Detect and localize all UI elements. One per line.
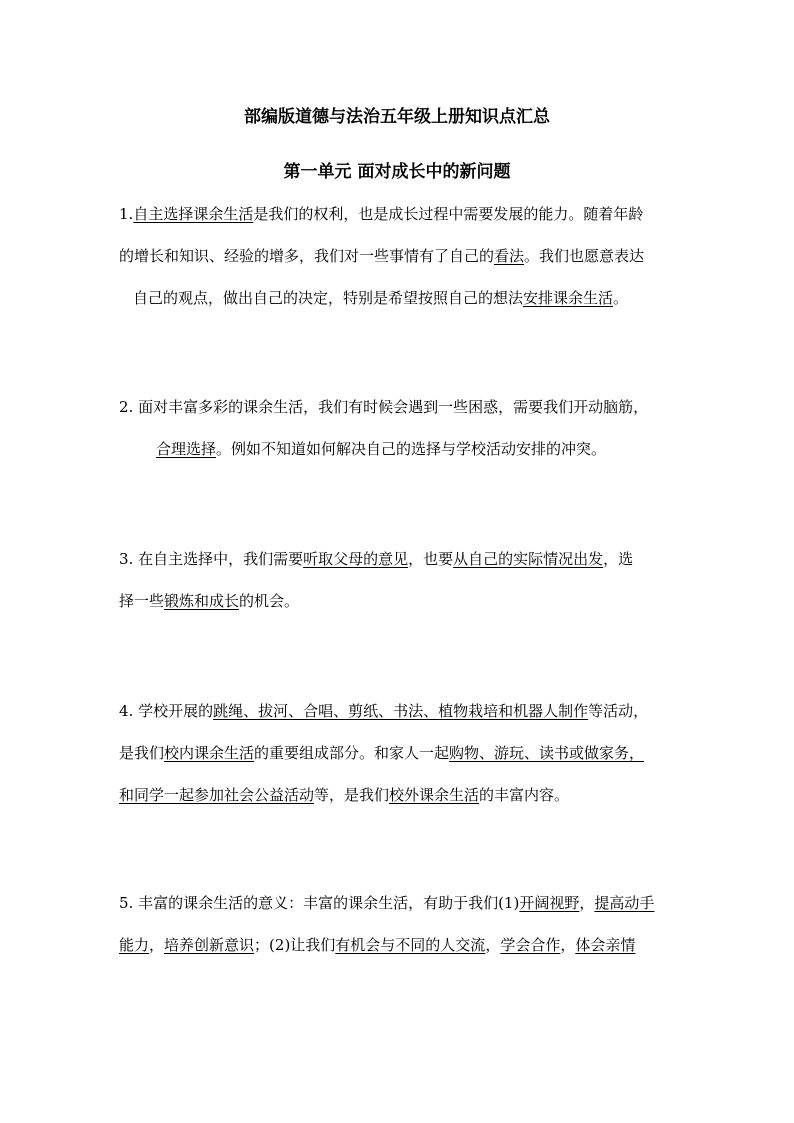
underlined-keyword: 安排课余生活 <box>523 289 614 307</box>
text-segment: ， <box>149 936 165 954</box>
paragraph-line <box>119 204 643 224</box>
text-segment: ， <box>560 936 576 954</box>
paragraph-line <box>119 549 633 569</box>
underlined-keyword: 体会亲情 <box>575 936 636 954</box>
text-segment: 1. <box>119 205 134 223</box>
text-segment: 3. 在自主选择中，我们需要 <box>119 550 304 568</box>
text-segment: ，也要 <box>408 550 454 568</box>
underlined-keyword: 提高动手 <box>594 894 655 912</box>
text-segment: ；(2)让我们 <box>254 936 336 954</box>
text-segment: 的增长和知识、经验的增多，我们对一些事情有了自己的 <box>119 247 495 265</box>
text-segment: 的丰富内容。 <box>479 786 570 804</box>
underlined-keyword: 看法 <box>494 247 525 265</box>
paragraph-line <box>119 397 648 417</box>
underlined-keyword: 开阔视野 <box>519 894 580 912</box>
underlined-keyword: 有机会与不同的人交流 <box>335 936 486 954</box>
paragraph-line <box>119 701 648 721</box>
paragraph-line <box>119 743 644 763</box>
text-segment: ， <box>579 894 595 912</box>
document-title: 部编版道德与法治五年级上册知识点汇总 <box>244 107 550 127</box>
paragraph-line <box>119 893 654 913</box>
paragraph-line <box>119 591 299 611</box>
underlined-keyword: 合理选择 <box>156 440 217 458</box>
underlined-keyword: 跳绳、拔河、合唱、剪纸、书法、植物栽培和机器人制作 <box>213 702 589 720</box>
underlined-keyword: 自主选择课余生活 <box>133 205 254 223</box>
paragraph-line <box>156 439 606 459</box>
underlined-keyword: 从自己的实际情况出发 <box>453 550 604 568</box>
text-segment: 的重要组成部分。和家人一起 <box>254 744 450 762</box>
text-segment: 是我们的权利，也是成长过程中需要发展的能力。随着年龄 <box>253 205 644 223</box>
text-segment: ， <box>485 936 501 954</box>
text-segment: 。 <box>613 289 629 307</box>
paragraph-line <box>119 935 635 955</box>
underlined-keyword: 锻炼和成长 <box>164 592 240 610</box>
underlined-keyword: 听取父母的意见 <box>303 550 409 568</box>
text-segment: 自己的观点，做出自己的决定，特别是希望按照自己的想法 <box>133 289 524 307</box>
text-segment: 是我们 <box>119 744 165 762</box>
paragraph-line <box>119 785 569 805</box>
underlined-keyword: 能力 <box>119 936 150 954</box>
text-segment: 等，是我们 <box>314 786 390 804</box>
text-segment: 的机会。 <box>239 592 300 610</box>
underlined-keyword: 学会合作 <box>500 936 561 954</box>
text-segment: 5. 丰富的课余生活的意义：丰富的课余生活，有助于我们(1) <box>119 894 520 912</box>
text-segment: 。我们也愿意表达 <box>524 247 645 265</box>
paragraph-line <box>119 246 644 266</box>
underlined-keyword: 校内课余生活 <box>164 744 255 762</box>
unit-title: 第一单元 面对成长中的新问题 <box>283 162 511 182</box>
text-segment: 择一些 <box>119 592 165 610</box>
text-segment: 。例如不知道如何解决自己的选择与学校活动安排的冲突。 <box>216 440 607 458</box>
text-segment: ，选 <box>603 550 634 568</box>
underlined-keyword: 培养创新意识 <box>164 936 255 954</box>
text-segment: 等活动， <box>588 702 649 720</box>
text-segment: 4. 学校开展的 <box>119 702 214 720</box>
underlined-keyword: 校外课余生活 <box>389 786 480 804</box>
text-segment: 2. 面对丰富多彩的课余生活，我们有时候会遇到一些困惑，需要我们开动脑筋， <box>119 398 649 416</box>
underlined-keyword: 购物、游玩、读书或做家务， <box>449 744 645 762</box>
paragraph-line <box>133 288 628 308</box>
underlined-keyword: 和同学一起参加社会公益活动 <box>119 786 315 804</box>
